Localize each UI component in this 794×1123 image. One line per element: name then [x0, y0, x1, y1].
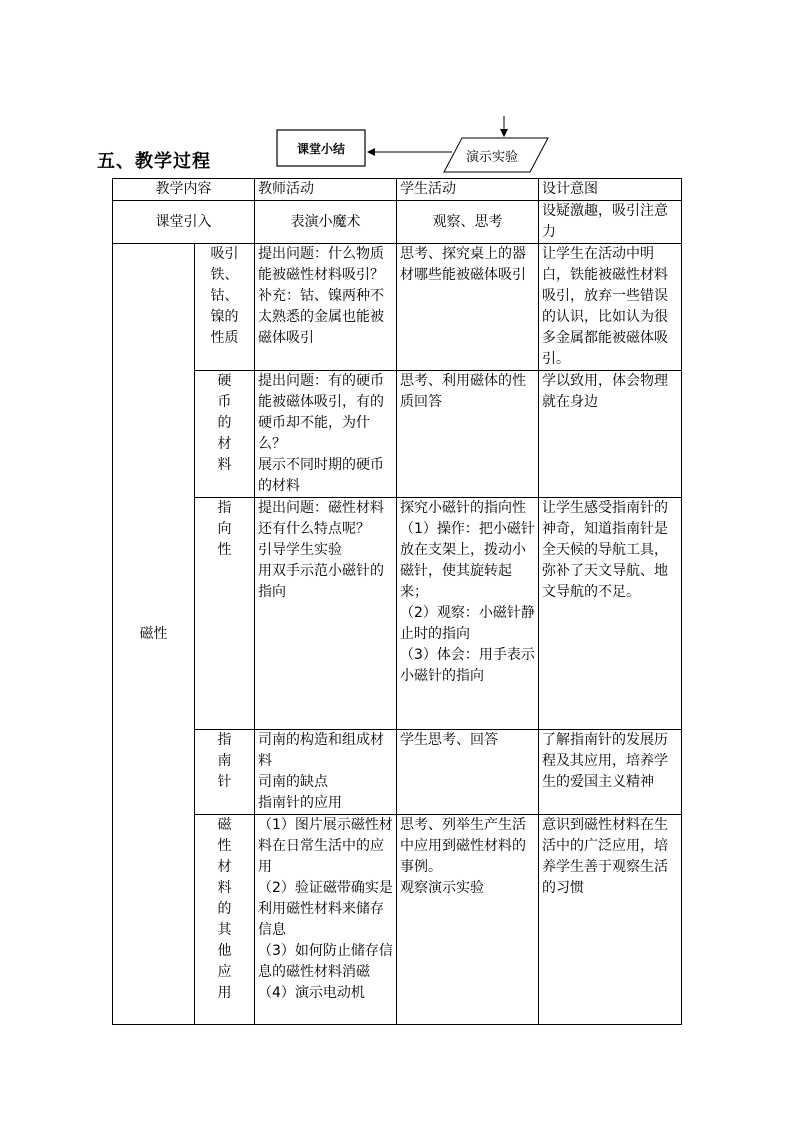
table-row: [113, 244, 682, 371]
table-header-row: [113, 179, 682, 201]
sub-topic-text: 磁 性 材 料 的 其 他 应 用: [217, 817, 232, 1001]
table-row: [113, 498, 682, 730]
student-text: 思考、利用磁体的性质回答: [400, 373, 526, 410]
purpose-text: 意识到磁性材料在生活中的广泛应用，培养学生善于观察生活的习惯: [542, 817, 668, 896]
flowchart: [0, 0, 794, 180]
teacher-text: 提出问题：什么物质能被磁性材料吸引？ 补充：钴、镍两种不太熟悉的金属也能被磁体吸引: [258, 246, 384, 346]
table-row: [113, 371, 682, 498]
teacher-cell: [255, 498, 397, 730]
purpose-cell: [539, 730, 682, 815]
teacher-cell: [255, 815, 397, 1025]
sub-topic-cell: [195, 371, 255, 498]
teaching-process-table: [112, 178, 682, 1025]
teacher-text: 司南的构造和组成材料 司南的缺点 指南针的应用: [258, 732, 384, 811]
purpose-text: 学以致用，体会物理就在身边: [542, 373, 668, 410]
purpose-cell: [539, 371, 682, 498]
purpose-cell: [539, 815, 682, 1025]
purpose-text: 让学生在活动中明白，铁能被磁性材料吸引，放弃一些错误的认识，比如认为很多金属都能被磁体吸引。: [542, 246, 668, 367]
table-row: [113, 730, 682, 815]
student-text: 学生思考、回答: [400, 732, 498, 748]
teacher-text: （1）图片展示磁性材料在日常生活中的应用 （2）验证磁带确实是利用磁性材料来储存信息 （3）如何防止储存信息的磁性材料消磁 （4）演示电动机: [258, 817, 393, 1001]
teacher-cell: [255, 371, 397, 498]
purpose-cell: [539, 244, 682, 371]
header-content: 教学内容: [113, 179, 255, 201]
sub-topic-cell: [195, 498, 255, 730]
intro-student: 观察、思考: [397, 201, 539, 244]
header-purpose: 设计意图: [539, 179, 682, 201]
student-cell: [397, 730, 539, 815]
student-cell: [397, 815, 539, 1025]
sub-topic-cell: [195, 730, 255, 815]
sub-topic-text: 吸引 铁、钴、 镍的 性质: [210, 246, 239, 346]
section-heading: 五、教学过程: [97, 151, 211, 172]
header-student: 学生活动: [397, 179, 539, 201]
teacher-text: 提出问题：磁性材料还有什么特点呢？ 引导学生实验 用双手示范小磁针的指向: [258, 500, 384, 600]
student-cell: [397, 244, 539, 371]
student-text: 思考、探究桌上的器材哪些能被磁体吸引: [400, 246, 526, 283]
purpose-cell: [539, 498, 682, 730]
header-teacher: 教师活动: [255, 179, 397, 201]
intro-content: 课堂引入: [113, 201, 255, 244]
table-row: [113, 815, 682, 1025]
table-row-intro: [113, 201, 682, 244]
student-text: 思考、列举生产生活中应用到磁性材料的事例。 观察演示实验: [400, 817, 526, 896]
purpose-text: 了解指南针的发展历程及其应用，培养学生的爱国主义精神: [542, 732, 668, 790]
sub-topic-cell: [195, 244, 255, 371]
student-text: 探究小磁针的指向性 （1）操作：把小磁针放在支架上，拨动小磁针，使其旋转起来； （2）观察：小磁针静止时的指向 （3）体会：用手表示小磁针的指向: [400, 500, 535, 684]
sub-topic-text: 指 南 针: [217, 732, 232, 790]
teacher-cell: [255, 244, 397, 371]
sub-topic-text: 硬 币 的 材 料: [217, 373, 232, 473]
teacher-cell: [255, 730, 397, 815]
sub-topic-text: 指 向 性: [217, 500, 232, 558]
summary-box-label: 课堂小结: [296, 141, 345, 156]
intro-purpose: 设疑激趣，吸引注意力: [539, 201, 682, 244]
sub-topic-cell: [195, 815, 255, 1025]
demo-box-label: 演示实验: [465, 149, 518, 165]
main-topic-cell: 磁性: [113, 244, 195, 1025]
intro-teacher: 表演小魔术: [255, 201, 397, 244]
teacher-text: 提出问题：有的硬币能被磁体吸引，有的硬币却不能，为什么？ 展示不同时期的硬币的材料: [258, 373, 384, 494]
purpose-text: 让学生感受指南针的神奇，知道指南针是全天候的导航工具，弥补了天文导航、地文导航的不足。: [542, 500, 668, 600]
student-cell: [397, 498, 539, 730]
student-cell: [397, 371, 539, 498]
